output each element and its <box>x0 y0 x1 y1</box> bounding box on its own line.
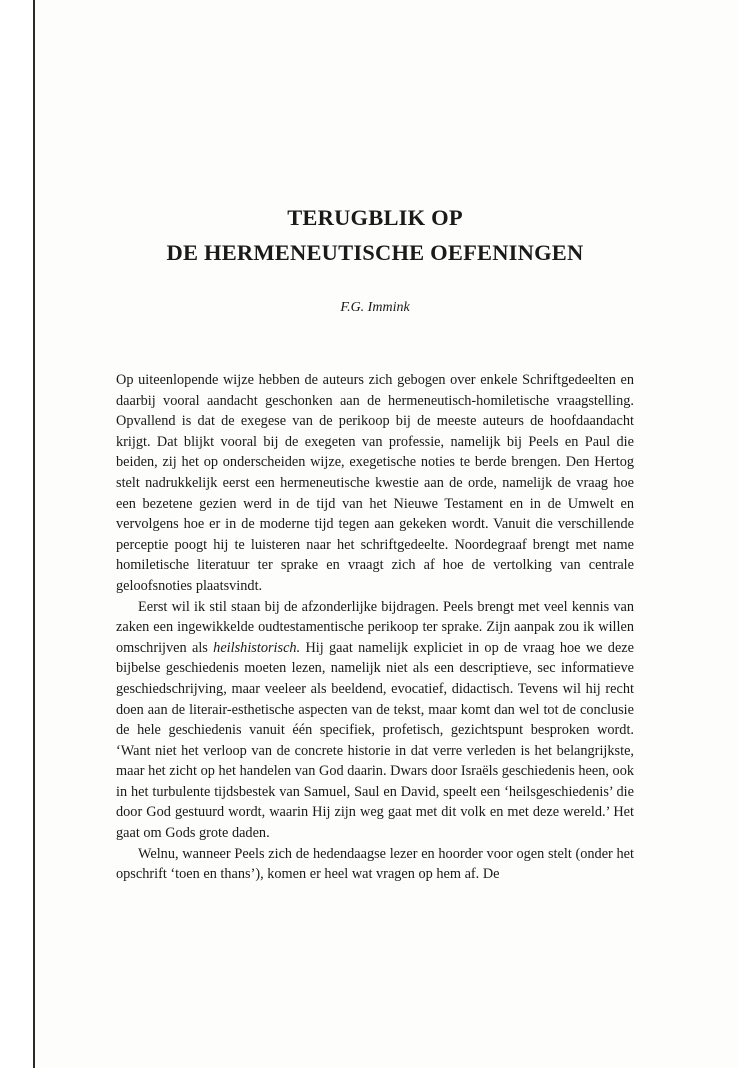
chapter-title <box>100 200 650 270</box>
paragraph-2 <box>116 597 634 844</box>
chapter-title-line-2: DE HERMENEUTISCHE OEFENINGEN <box>166 240 584 265</box>
binding-line <box>33 0 35 1068</box>
binding-edge <box>0 0 34 1068</box>
chapter-title-line-1: TERUGBLIK OP <box>287 205 463 230</box>
paragraph-1: Op uiteenlopende wijze hebben de auteurs zich gebogen over enkele Schriftgedeelten en daarbij vooral aandacht geschonken aan de hermeneutisch-homiletische vraagstelling. Opvallend is dat de exegese van de perikoop bij de meeste auteurs de hoofdaandacht krijgt. Dat blijkt vooral bij de exegeten van professie, namelijk bij Peels en Paul die beiden, zij het op onderscheiden wijze, exegetische noties te berde brengen. Den Hertog stelt nadrukkelijk eerst een hermeneutische kwestie aan de orde, namelijk de vraag hoe een bezetene gezien werd in de tijd van het Nieuwe Testament en in de Umwelt en vervolgens hoe er in de moderne tijd tegen aan gekeken wordt. Vanuit die verschillende perceptie poogt hij te luisteren naar het schriftgedeelte. Noordegraaf brengt met name homiletische literatuur ter sprake en vraagt zich af hoe de vertolking van centrale geloofsnoties plaatsvindt. <box>116 372 634 594</box>
author-name: F.G. Immink <box>340 300 410 315</box>
body-text <box>116 370 634 885</box>
paragraph-2-part-a: Eerst wil ik stil staan bij de afzonderlijke bijdragen. Peels brengt met veel kennis van zaken een ingewikkelde oudtestamentische perikoop ter sprake. Zijn aanpak zou ik willen omschrijven als <box>116 598 634 656</box>
paragraph-2-part-b: Hij gaat namelijk expliciet in op de vraag hoe we deze bijbelse geschiedenis moeten lezen, namelijk niet als een descriptieve, sec informatieve geschiedschrijving, maar veeleer als beeldend, evocatief, didactisch. Tevens wil hij recht doen aan de literair-esthetische aspecten van de tekst, maar komt dan wel tot de conclusie de hele geschiedenis vanuit één specifiek, profetisch, gezichtspunt besproken wordt. ‘Want niet het verloop van de concrete historie in dat verre verleden is het belangrijkste, maar het zicht op het handelen van God daarin. Dwars door Israëls geschiedenis heen, ook in het turbulente tijdsbestek van Samuel, Saul en David, speelt een ‘heilsgeschiedenis’ die door God gestuurd wordt, waarin Hij zijn weg gaat met dit volk en met deze wereld.’ Het gaat om Gods grote daden. <box>116 639 634 842</box>
paragraph-3: Welnu, wanneer Peels zich de hedendaagse lezer en hoorder voor ogen stelt (onder het opschrift ‘toen en thans’), komen er heel wat vragen op hem af. De <box>116 845 634 883</box>
paragraph-2-emphasis: heilshistorisch. <box>213 639 301 656</box>
